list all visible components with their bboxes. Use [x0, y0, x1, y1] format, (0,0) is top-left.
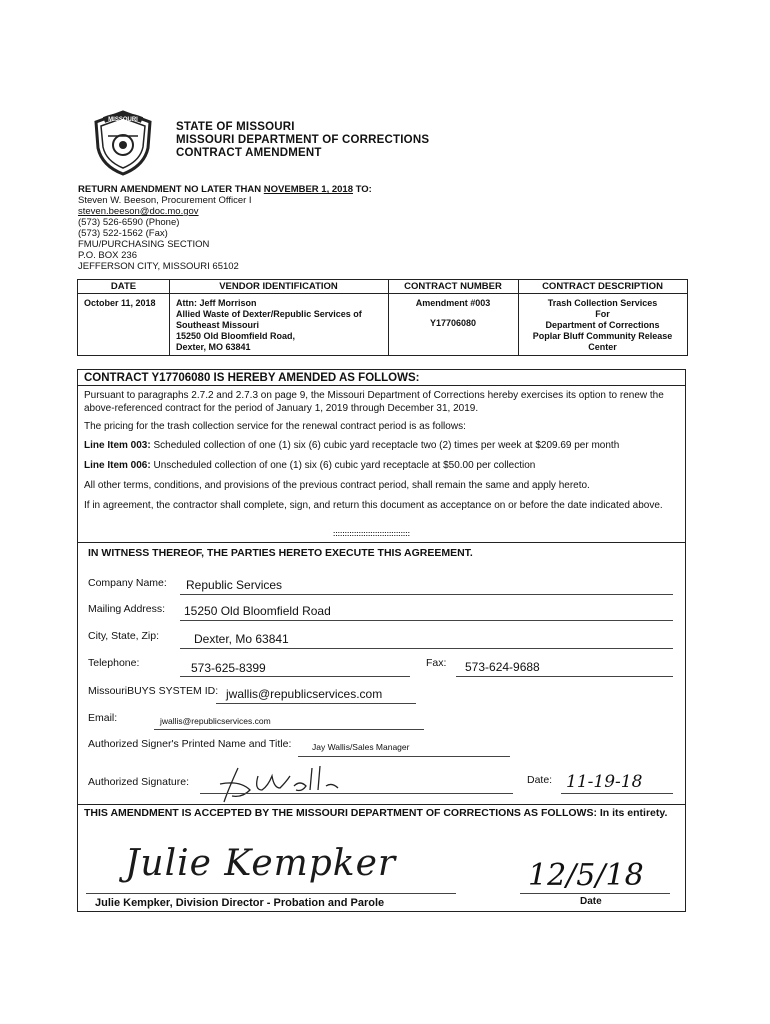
- missouribuys-field[interactable]: jwallis@republicservices.com: [226, 687, 383, 701]
- mailing-address-label: Mailing Address:: [88, 603, 166, 615]
- witness-title: IN WITNESS THEREOF, THE PARTIES HERETO EXECUTE THIS AGREEMENT.: [88, 547, 473, 559]
- return-prefix: RETURN AMENDMENT NO LATER THAN: [78, 184, 264, 195]
- signer-name-title-field[interactable]: Jay Wallis/Sales Manager: [312, 742, 410, 752]
- city-state-zip-field[interactable]: Dexter, Mo 63841: [194, 632, 289, 646]
- line-item-006-label: Line Item 006:: [84, 460, 151, 471]
- contract-info-table: [77, 279, 688, 356]
- authorized-signature-label: Authorized Signature:: [88, 776, 189, 788]
- table-header-description: CONTRACT DESCRIPTION: [518, 280, 687, 294]
- state-seal-logo: [88, 108, 158, 178]
- table-header-contract-number: CONTRACT NUMBER: [388, 280, 518, 294]
- vendor-line: Attn: Jeff Morrison: [176, 298, 257, 308]
- description-line: Trash Collection Services: [547, 298, 658, 308]
- table-cell-date: October 11, 2018: [84, 298, 156, 308]
- vendor-line: Dexter, MO 63841: [176, 342, 251, 352]
- director-name-title: Julie Kempker, Division Director - Probation and Parole: [95, 897, 385, 909]
- amendment-paragraph-terms: All other terms, conditions, and provisions of the previous contract period, shall remain the same and apply hereto.: [84, 480, 590, 491]
- line-item-003-text: Scheduled collection of one (1) six (6) cubic yard receptacle two (2) times per week at $209.69 per month: [150, 440, 620, 451]
- vendor-signature[interactable]: [210, 762, 360, 807]
- city-state-zip-label: City, State, Zip:: [88, 630, 159, 642]
- table-cell-description: [518, 298, 687, 353]
- contract-number: Y17706080: [429, 318, 477, 328]
- return-deadline-date: NOVEMBER 1, 2018: [263, 184, 353, 195]
- telephone-field[interactable]: 573-625-8399: [191, 661, 266, 675]
- return-line: FMU/PURCHASING SECTION: [78, 239, 210, 250]
- mailing-address-field[interactable]: 15250 Old Bloomfield Road: [184, 604, 331, 618]
- return-line: (573) 526-6590 (Phone): [78, 217, 180, 228]
- signer-name-title-label: Authorized Signer's Printed Name and Title:: [88, 738, 292, 750]
- director-signature[interactable]: Julie Kempker: [125, 843, 397, 884]
- return-line: P.O. BOX 236: [78, 250, 137, 261]
- vendor-line: Southeast Missouri: [176, 320, 260, 330]
- header-department: MISSOURI DEPARTMENT OF CORRECTIONS: [176, 134, 430, 146]
- table-header-date: DATE: [78, 280, 169, 294]
- amendment-paragraph-pricing: The pricing for the trash collection service for the renewal contract period is as follows:: [84, 421, 466, 432]
- amendment-paragraph-agreement: If in agreement, the contractor shall complete, sign, and return this document as acceptance on or before the date indicated above.: [84, 500, 663, 511]
- description-line: Department of Corrections: [545, 320, 660, 330]
- return-email[interactable]: steven.beeson@doc.mo.gov: [78, 206, 199, 217]
- acceptance-date-caption: Date: [580, 896, 602, 907]
- description-line: For: [595, 309, 610, 319]
- company-name-field[interactable]: Republic Services: [186, 578, 283, 592]
- company-name-label: Company Name:: [88, 577, 167, 589]
- amendment-title: CONTRACT Y17706080 IS HEREBY AMENDED AS FOLLOWS:: [84, 372, 420, 384]
- vendor-line: 15250 Old Bloomfield Road,: [176, 331, 296, 341]
- acceptance-date-field[interactable]: 12/5/18: [528, 858, 644, 893]
- missouribuys-label: MissouriBUYS SYSTEM ID:: [88, 685, 219, 697]
- line-item-003: [84, 440, 684, 453]
- amendment-paragraph-renewal: Pursuant to paragraphs 2.7.2 and 2.7.3 on page 9, the Missouri Department of Corrections hereby exercises its option to renew the above-referenced contract for the period of January 1, 2019 through December 31, 2019.: [84, 390, 664, 414]
- email-field[interactable]: jwallis@republicservices.com: [160, 716, 271, 726]
- vendor-line: Allied Waste of Dexter/Republic Services of: [176, 309, 362, 319]
- dotted-separator: :::::::::::::::::::::::::::::::::: [333, 531, 410, 538]
- line-item-006: [84, 460, 684, 473]
- email-label: Email:: [88, 712, 118, 724]
- header-doc-type: CONTRACT AMENDMENT: [176, 147, 322, 159]
- return-suffix: TO:: [353, 184, 372, 195]
- line-item-006-text: Unscheduled collection of one (1) six (6) cubic yard receptacle at $50.00 per collection: [150, 460, 536, 471]
- line-item-003-label: Line Item 003:: [84, 440, 151, 451]
- return-deadline: [78, 184, 372, 195]
- table-cell-vendor: [176, 298, 386, 353]
- description-line: Center: [588, 342, 617, 352]
- signed-date-field[interactable]: 11-19-18: [566, 772, 643, 792]
- return-line: (573) 522-1562 (Fax): [78, 228, 168, 239]
- return-line: Steven W. Beeson, Procurement Officer I: [78, 195, 252, 206]
- table-header-vendor: VENDOR IDENTIFICATION: [169, 280, 388, 294]
- description-line: Poplar Bluff Community Release: [532, 331, 673, 341]
- fax-field[interactable]: 573-624-9688: [465, 660, 540, 674]
- table-cell-contract-number: [388, 298, 518, 329]
- amendment-number: Amendment #003: [415, 298, 491, 308]
- header-state: STATE OF MISSOURI: [176, 121, 295, 133]
- acceptance-title: THIS AMENDMENT IS ACCEPTED BY THE MISSOURI DEPARTMENT OF CORRECTIONS AS FOLLOWS: In its entirety.: [84, 807, 668, 819]
- signed-date-label: Date:: [527, 774, 553, 786]
- seal-text: MISSOURI: [108, 117, 138, 123]
- fax-label: Fax:: [426, 657, 447, 669]
- return-line: JEFFERSON CITY, MISSOURI 65102: [78, 261, 239, 272]
- telephone-label: Telephone:: [88, 657, 140, 669]
